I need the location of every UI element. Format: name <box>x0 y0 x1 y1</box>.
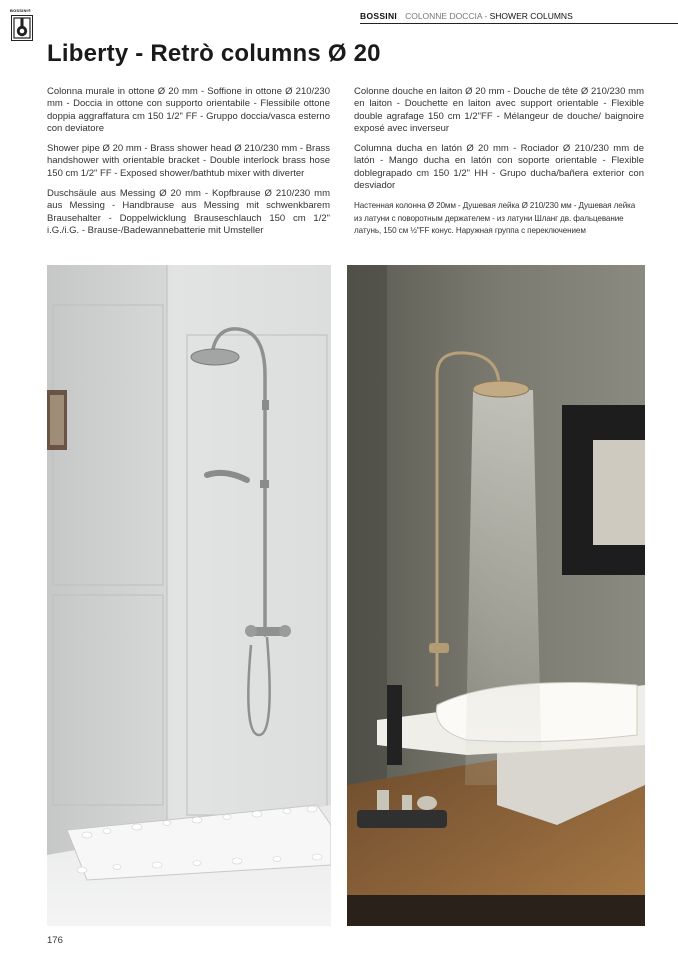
description-english: Shower pipe Ø 20 mm - Brass shower head Ø 210/230 mm - Brass handshower with orientable bracket - Double interlock brass hose 150 cm 1/2" FF - Exposed shower/bathtub mixer with diverter <box>47 143 330 179</box>
bossini-logo-icon <box>10 8 34 42</box>
header-separator: - <box>482 11 490 21</box>
logo-wordmark: BOSSINI® <box>10 8 31 13</box>
page-number: 176 <box>47 935 63 946</box>
description-column-right <box>354 86 644 245</box>
header-subsection: SHOWER COLUMNS <box>489 11 573 21</box>
description-german: Duschsäule aus Messing Ø 20 mm - Kopfbrause Ø 210/230 mm aus Messing - Handbrause aus Messing mit schwenkbarem Brausehalter - Doppelwicklung Brauseschlauch 150 cm 1/2" i.G./i.G. - Brause-/Badewannebatterie mit Umsteller <box>47 188 330 236</box>
description-russian: Настенная колонна Ø 20мм - Душевая лейка Ø 210/230 мм - Душевая лейка из латуни с поворотным держателем - из латуни Шланг дв. фальцевание латунь, 150 см ½"FF конус. Наружная группа с переключением <box>354 201 636 235</box>
description-italian: Colonna murale in ottone Ø 20 mm - Soffione in ottone Ø 210/230 mm - Doccia in ottone con supporto orientabile - Flessibile ottone doppia aggraffatura cm 150 1/2" FF - Gruppo doccia/vasca esterno con deviatore <box>47 86 330 134</box>
header-rule <box>360 23 678 24</box>
description-french: Colonne douche en laiton Ø 20 mm - Douche de tête Ø 210/230 mm en laiton - Douchette en laiton avec support orientable - Flexible double agrafage 150 cm 1/2"FF - Mélangeur de douche/ baignoire exposé avec inverseur <box>354 86 644 134</box>
product-photo-bathroom-scene <box>347 265 645 926</box>
header-section: COLONNE DOCCIA <box>405 11 483 21</box>
product-photo-white-shower <box>47 265 331 926</box>
description-column-left <box>47 86 330 245</box>
page-title: Liberty - Retrò columns Ø 20 <box>47 40 381 67</box>
description-spanish: Columna ducha en latón Ø 20 mm - Rociador Ø 210/230 mm de latón - Mango ducha en latón con soporte orientable - Flexible doblegrapado cm 150 1/2" HH - Grupo ducha/bañera exterior con desviador <box>354 143 644 192</box>
header-brand: BOSSINI <box>360 11 398 21</box>
